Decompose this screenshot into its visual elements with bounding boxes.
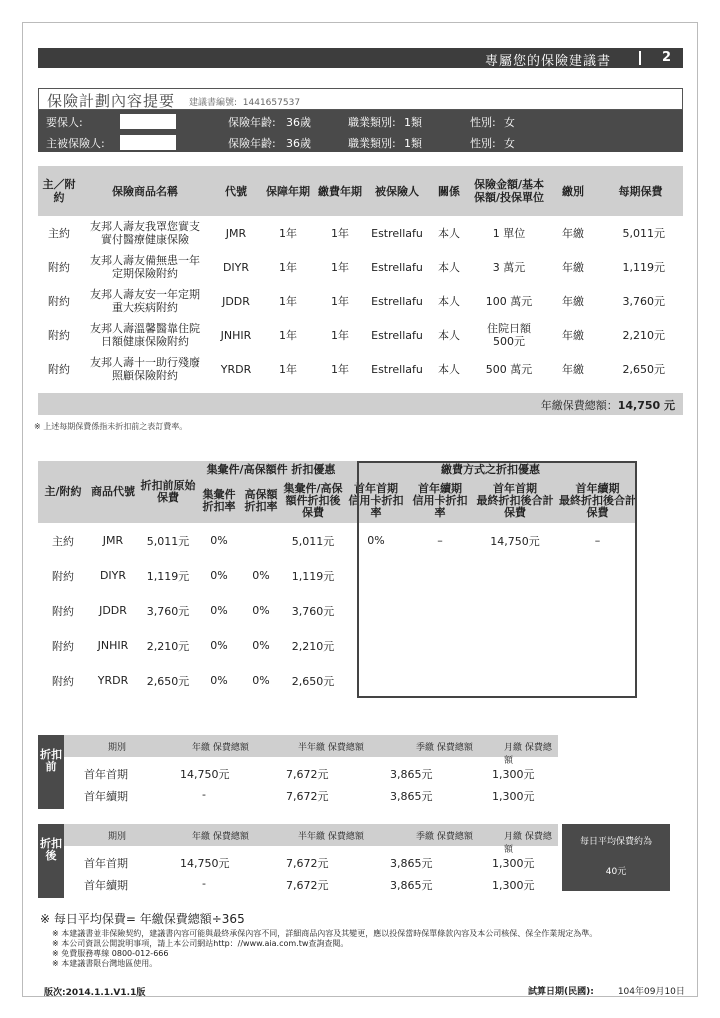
after-h-period: 期別 [108, 832, 127, 842]
d-cell-high-rate: 0% [252, 674, 270, 687]
note-line: ※ 本建議書並非保險契約，建議書內容可能與最終承保內容不同，詳細商品內容及其變更，應以投保當時保單條款內容及本公司核保、保全作業規定為準。 [52, 929, 598, 938]
daily-average-value: 40元 [605, 867, 627, 877]
age-value: 36歲 [286, 116, 311, 129]
d-cell-after: 1,119元 [291, 569, 335, 583]
d-col-p4: 首年續期 最終折扣後合計保費 [558, 479, 637, 523]
plan-total-bar [38, 393, 683, 415]
daily-average-box [562, 824, 670, 891]
d-col-p1: 首年首期 信用卡折扣率 [344, 479, 408, 523]
cell-code: JDDR [222, 294, 250, 308]
cell-product: 友邦人壽友安一年定期 重大疾病附約 [90, 288, 200, 314]
d-cell-p4 [558, 663, 637, 698]
before-h-quarter: 季繳 保費總額 [416, 743, 473, 753]
cell-amount: 100 萬元 [485, 294, 533, 308]
before-h-period: 期別 [108, 743, 127, 753]
plan-row [38, 284, 683, 318]
plan-row [38, 352, 683, 386]
discount-row [38, 628, 637, 663]
cell-payterm: 1年 [331, 226, 349, 240]
before-side-label: 折扣前 [38, 735, 64, 809]
cell-type: 附約 [48, 294, 70, 308]
after-header [64, 824, 558, 855]
cell-insured: Estrellafu [371, 226, 423, 240]
applicant-label: 要保人: [46, 116, 83, 129]
d-cell-group-rate: 0% [210, 639, 228, 652]
d-cell-after: 2,650元 [291, 674, 335, 688]
d-cell-after: 3,760元 [291, 604, 335, 618]
cell-premium: 5,011元 [622, 226, 665, 240]
cell-payterm: 1年 [331, 260, 349, 274]
redacted-name [120, 135, 176, 150]
before-h-month: 月繳 保費總額 [504, 743, 552, 766]
d-cell-code: DIYR [99, 569, 127, 582]
d-cell-high-rate: 0% [252, 604, 270, 617]
d-cell-p1 [344, 593, 408, 628]
d-col-code: 商品代號 [88, 461, 138, 523]
cell-insured: Estrellafu [371, 328, 423, 342]
col-product: 保險商品名稱 [80, 166, 210, 216]
d-cell-group-rate: 0% [210, 604, 228, 617]
occupation-value: 1類 [404, 116, 422, 129]
cell-amount: 住院日額 500元 [487, 322, 531, 348]
d-col-after: 集彙件/高保額件折扣後保費 [282, 479, 344, 523]
after-h-year: 年繳 保費總額 [192, 832, 249, 842]
header-title: 專屬您的保險建議書 [484, 54, 611, 69]
col-term: 保障年期 [262, 166, 314, 216]
header-separator [639, 51, 641, 65]
plan-table-header [38, 166, 683, 216]
before-h-year: 年繳 保費總額 [192, 743, 249, 753]
cell-premium: 2,650元 [622, 362, 665, 376]
cell-type: 附約 [48, 328, 70, 342]
after-row: 首年續期 - 7,672元 3,865元 1,300元 [84, 877, 535, 892]
cell-code: JNHIR [220, 328, 252, 342]
d-cell-group-rate: 0% [210, 534, 228, 547]
cell-product: 友邦人壽十一助行殘廢 照顧保險附約 [90, 356, 200, 382]
gender-label: 性別: [470, 137, 496, 150]
discount-row [38, 593, 637, 628]
d-cell-orig: 1,119元 [146, 569, 190, 583]
d-cell-p4 [558, 593, 637, 628]
after-row: 首年首期 14,750元 7,672元 3,865元 1,300元 [84, 857, 535, 870]
cell-premium: 3,760元 [622, 294, 665, 308]
plan-row [38, 318, 683, 352]
daily-average-label: 每日平均保費約為 [579, 837, 652, 847]
version-label: 版次:2014.1.1.V1.1版 [44, 988, 146, 998]
cell-code: YRDR [220, 362, 252, 376]
d-cell-p1 [344, 558, 408, 593]
d-cell-p2 [408, 558, 472, 593]
cell-relation: 本人 [438, 260, 460, 274]
d-cell-p3 [472, 628, 558, 663]
d-cell-p1 [344, 663, 408, 698]
summary-title: 保險計劃內容提要 [47, 92, 176, 110]
cell-insured: Estrellafu [371, 260, 423, 274]
d-cell-high-rate [240, 523, 282, 558]
gender-value: 女 [504, 137, 515, 150]
d-cell-type: 附約 [52, 604, 74, 618]
d-col-high-rate: 高保額折扣率 [240, 479, 282, 523]
cell-product: 友邦人壽溫馨醫靠住院 日額健康保險附約 [90, 322, 200, 348]
d-cell-high-rate: 0% [252, 639, 270, 652]
cell-code: JMR [225, 226, 247, 240]
d-cell-type: 附約 [52, 569, 74, 583]
cell-code: DIYR [222, 260, 250, 274]
d-cell-p2 [408, 663, 472, 698]
plan-total: 年繳保費總額：14,750 元 [540, 399, 675, 412]
cell-payterm: 1年 [331, 328, 349, 342]
age-label: 保險年齡: [228, 137, 276, 150]
d-cell-group-rate: 0% [210, 569, 228, 582]
before-row: 首年續期 - 7,672元 3,865元 1,300元 [84, 788, 535, 803]
col-insured: 被保險人 [366, 166, 428, 216]
cell-term: 1年 [279, 260, 297, 274]
d-cell-after: 5,011元 [291, 534, 335, 548]
occupation-label: 職業類別: [348, 116, 396, 129]
after-h-month: 月繳 保費總額 [504, 832, 552, 855]
d-col-group-rate: 集彙件折扣率 [198, 479, 240, 523]
cell-relation: 本人 [438, 362, 460, 376]
d-cell-high-rate: 0% [252, 569, 270, 582]
d-cell-p4 [558, 558, 637, 593]
cell-payterm: 1年 [331, 294, 349, 308]
cell-term: 1年 [279, 294, 297, 308]
d-cell-p1 [344, 628, 408, 663]
d-cell-type: 附約 [52, 639, 74, 653]
d-cell-p2 [408, 628, 472, 663]
occupation-label: 職業類別: [348, 137, 396, 150]
discount-row [38, 523, 637, 558]
cell-mode: 年繳 [562, 294, 584, 308]
cell-amount: 3 萬元 [492, 260, 526, 274]
col-mode: 繳別 [548, 166, 598, 216]
d-col-p2: 首年續期 信用卡折扣率 [408, 479, 472, 523]
plan-table [38, 166, 683, 386]
page-number: 2 [661, 50, 671, 65]
cell-product: 友邦人壽友備無患一年 定期保險附約 [90, 254, 200, 280]
d-cell-code: JDDR [99, 604, 127, 617]
cell-type: 主約 [48, 226, 70, 240]
discount-table [38, 461, 637, 698]
d-cell-type: 主約 [52, 534, 74, 548]
gender-value: 女 [504, 116, 515, 129]
d-cell-p3 [472, 558, 558, 593]
d-cell-p3 [472, 663, 558, 698]
cell-term: 1年 [279, 226, 297, 240]
cell-mode: 年繳 [562, 328, 584, 342]
after-side-label: 折扣後 [38, 824, 64, 898]
cell-relation: 本人 [438, 294, 460, 308]
d-cell-orig: 2,210元 [146, 639, 190, 653]
cell-mode: 年繳 [562, 226, 584, 240]
d-col-pay: 繳費方式之折扣優惠 [344, 461, 637, 479]
before-h-half: 半年繳 保費總額 [298, 743, 364, 753]
cell-mode: 年繳 [562, 362, 584, 376]
cell-relation: 本人 [438, 226, 460, 240]
main-insured-label: 主被保險人: [46, 137, 105, 150]
d-cell-orig: 3,760元 [146, 604, 190, 618]
col-premium: 每期保費 [598, 166, 683, 216]
d-cell-after: 2,210元 [291, 639, 335, 653]
d-col-p3: 首年首期 最終折扣後合計保費 [472, 479, 558, 523]
plan-row [38, 216, 683, 250]
cell-premium: 2,210元 [622, 328, 665, 342]
cell-term: 1年 [279, 362, 297, 376]
d-cell-p4 [558, 628, 637, 663]
cell-relation: 本人 [438, 328, 460, 342]
cell-payterm: 1年 [331, 362, 349, 376]
d-cell-p3: 14,750元 [490, 534, 540, 548]
d-cell-p4: – [594, 534, 601, 547]
after-discount-block [38, 824, 558, 898]
cell-product: 友邦人壽友我罩您實支 實付醫療健康保險 [90, 220, 200, 246]
d-cell-code: JMR [102, 534, 124, 547]
plan-row [38, 250, 683, 284]
cell-premium: 1,119元 [622, 260, 665, 274]
cell-amount: 500 萬元 [485, 362, 533, 376]
d-cell-code: JNHIR [97, 639, 129, 652]
cell-type: 附約 [48, 362, 70, 376]
note-line: ※ 本公司資訊公開說明事項，請上本公司網站http：//www.aia.com.tw查詢查閱。 [52, 939, 349, 948]
discount-row [38, 558, 637, 593]
col-code: 代號 [210, 166, 262, 216]
note-line: ※ 本建議書限台灣地區使用。 [52, 959, 158, 968]
d-cell-type: 附約 [52, 674, 74, 688]
after-h-quarter: 季繳 保費總額 [416, 832, 473, 842]
d-cell-orig: 2,650元 [146, 674, 190, 688]
d-col-type: 主/附約 [38, 461, 88, 523]
d-cell-orig: 5,011元 [146, 534, 190, 548]
d-cell-p2: – [437, 534, 443, 547]
discount-row [38, 663, 637, 698]
col-payterm: 繳費年期 [314, 166, 366, 216]
d-col-orig: 折扣前原始保費 [138, 461, 198, 523]
gender-label: 性別: [470, 116, 496, 129]
age-value: 36歲 [286, 137, 311, 150]
occupation-value: 1類 [404, 137, 422, 150]
cell-insured: Estrellafu [371, 362, 423, 376]
col-type: 主／附約 [38, 166, 80, 216]
cell-term: 1年 [279, 328, 297, 342]
daily-formula: ※ 每日平均保費= 年繳保費總額÷365 [40, 912, 245, 926]
cell-amount: 1 單位 [492, 226, 526, 240]
cell-mode: 年繳 [562, 260, 584, 274]
cell-type: 附約 [48, 260, 70, 274]
d-col-group: 集彙件/高保額件 折扣優惠 [198, 461, 344, 479]
after-h-half: 半年繳 保費總額 [298, 832, 364, 842]
calc-date: 試算日期(民國): 104年09月10日 [528, 987, 685, 997]
main-insured-row [38, 131, 683, 152]
before-header [64, 735, 558, 766]
disclaimer-notes [52, 929, 692, 969]
before-row: 首年首期 14,750元 7,672元 3,865元 1,300元 [84, 768, 535, 781]
d-cell-p1: 0% [367, 534, 385, 547]
col-amount: 保險金額/基本保額/投保單位 [470, 166, 548, 216]
applicant-row [38, 110, 683, 131]
note-line: ※ 免費服務專線 0800-012-666 [52, 949, 169, 958]
col-relation: 關係 [428, 166, 470, 216]
header-bar [38, 48, 683, 68]
before-discount-block [38, 735, 558, 809]
d-cell-p3 [472, 593, 558, 628]
cell-insured: Estrellafu [371, 294, 423, 308]
d-cell-group-rate: 0% [210, 674, 228, 687]
age-label: 保險年齡: [228, 116, 276, 129]
plan-summary [38, 88, 683, 152]
summary-title-row [38, 88, 683, 110]
d-cell-code: YRDR [97, 674, 129, 687]
proposal-number: 建議書編號: 1441657537 [189, 98, 301, 108]
d-cell-p2 [408, 593, 472, 628]
redacted-name [120, 114, 176, 129]
plan-note: ※ 上述每期保費係指未折扣前之表訂費率。 [34, 422, 188, 431]
